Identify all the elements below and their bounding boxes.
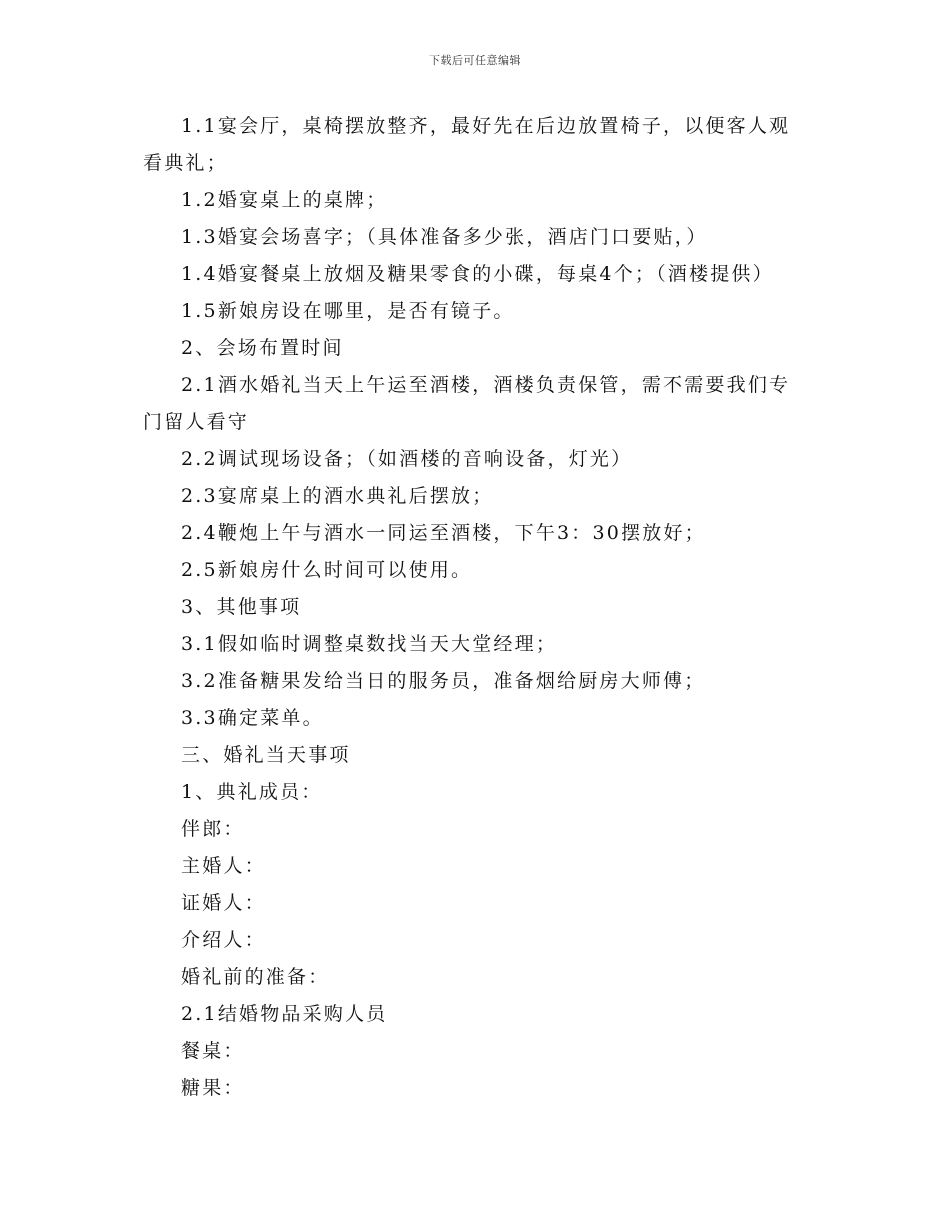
page-header-note: 下载后可任意编辑 <box>429 54 521 67</box>
section-heading: 2、会场布置时间 <box>181 337 344 359</box>
form-line: 主婚人： <box>181 855 266 877</box>
paragraph: 1.3婚宴会场喜字；（具体准备多少张，酒店门口要贴，） <box>181 226 708 248</box>
paragraph: 2.2调试现场设备；（如酒楼的音响设备，灯光） <box>181 448 633 470</box>
paragraph: 1.4婚宴餐桌上放烟及糖果零食的小碟，每桌4个；（酒楼提供） <box>181 263 774 285</box>
form-line: 介绍人： <box>181 929 266 951</box>
paragraph: 2.4鞭炮上午与酒水一同运至酒楼，下午3：30摆放好； <box>181 522 706 544</box>
paragraph: 2.1酒水婚礼当天上午运至酒楼，酒楼负责保管，需不需要我们专门留人看守 <box>143 374 791 433</box>
paragraph: 2.1结婚物品采购人员 <box>181 1003 388 1025</box>
form-line: 餐桌： <box>181 1040 245 1062</box>
section-heading: 婚礼前的准备： <box>181 966 330 988</box>
form-line: 证婚人： <box>181 892 266 914</box>
paragraph: 2.5新娘房什么时间可以使用。 <box>181 559 473 581</box>
section-heading: 1、典礼成员： <box>181 781 323 803</box>
paragraph: 1.5新娘房设在哪里，是否有镜子。 <box>181 300 515 322</box>
section-heading: 3、其他事项 <box>181 596 302 618</box>
section-heading: 三、婚礼当天事项 <box>181 744 351 766</box>
paragraph: 3.3确定菜单。 <box>181 707 324 729</box>
form-line: 伴郎： <box>181 818 245 840</box>
paragraph: 1.2婚宴桌上的桌牌； <box>181 189 388 211</box>
paragraph: 2.3宴席桌上的酒水典礼后摆放； <box>181 485 494 507</box>
paragraph: 3.2准备糖果发给当日的服务员，准备烟给厨房大师傅； <box>181 670 706 692</box>
paragraph: 3.1假如临时调整桌数找当天大堂经理； <box>181 633 558 655</box>
document-body <box>143 108 811 1107</box>
form-line: 糖果： <box>181 1077 245 1099</box>
paragraph: 1.1宴会厅，桌椅摆放整齐，最好先在后边放置椅子，以便客人观看典礼； <box>143 115 791 174</box>
